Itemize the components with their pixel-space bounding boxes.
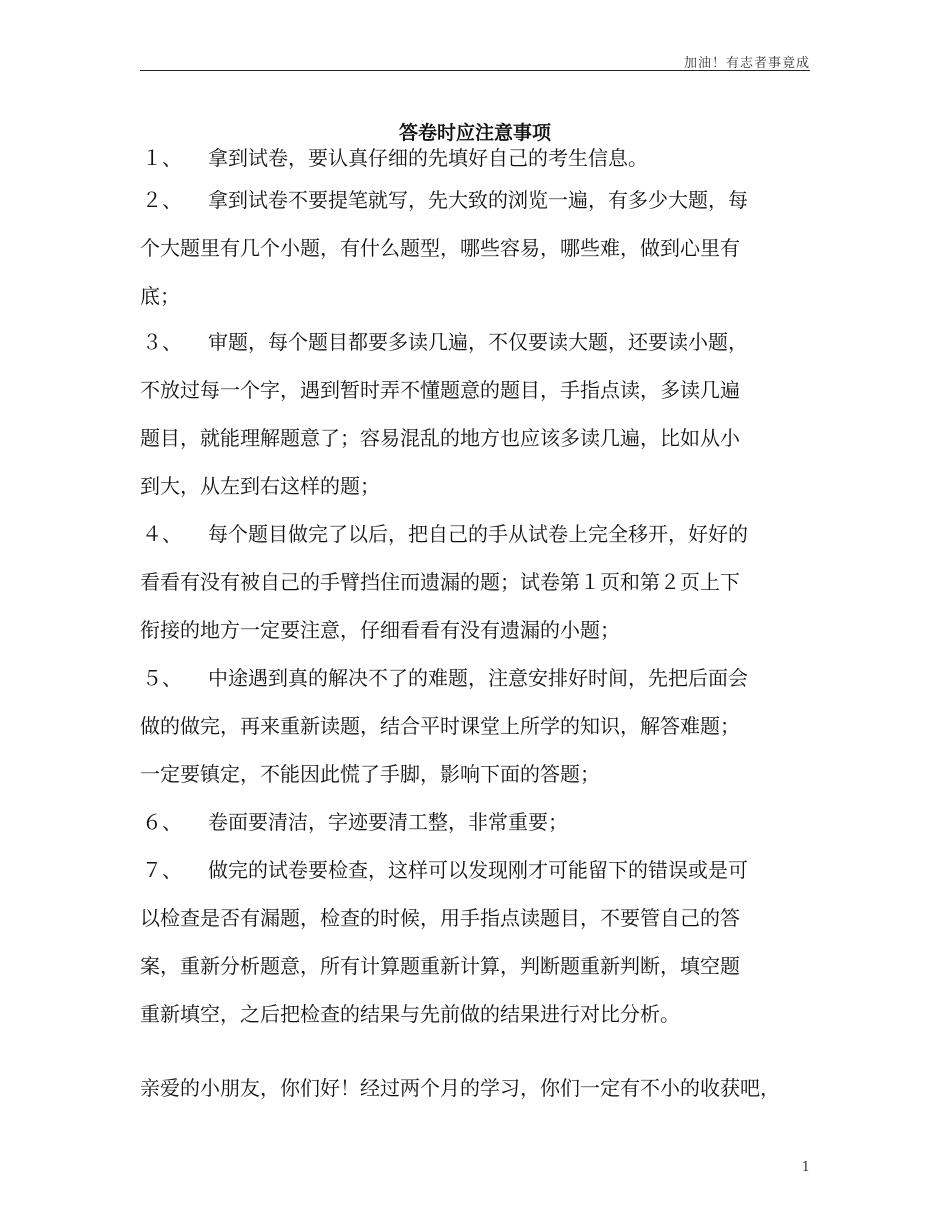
list-item bbox=[140, 188, 820, 212]
item-text: 案，重新分析题意，所有计算题重新计算，判断题重新判断，填空题 bbox=[140, 954, 740, 978]
item-text: 底； bbox=[140, 284, 180, 308]
list-item-continuation bbox=[140, 906, 820, 930]
document-title: 答卷时应注意事项 bbox=[398, 122, 551, 144]
list-item bbox=[140, 666, 820, 690]
header-rule bbox=[140, 70, 810, 71]
item-text: 做完的试卷要检查，这样可以发现刚才可能留下的错误或是可 bbox=[208, 858, 748, 882]
item-text: 一定要镇定，不能因此慌了手脚，影响下面的答题； bbox=[140, 762, 600, 786]
page-header-text: 加油！有志者事竟成 bbox=[683, 56, 810, 71]
item-text: 题目，就能理解题意了；容易混乱的地方也应该多读几遍，比如从小 bbox=[140, 426, 740, 450]
item-text: 拿到试卷不要提笔就写，先大致的浏览一遍，有多少大题，每 bbox=[208, 188, 748, 212]
list-item bbox=[140, 858, 820, 882]
list-item-continuation bbox=[140, 378, 820, 402]
closing-line: 亲爱的小朋友，你们好！经过两个月的学习，你们一定有不小的收获吧， bbox=[140, 1076, 780, 1100]
item-text: 以检查是否有漏题，检查的时候，用手指点读题目，不要管自己的答 bbox=[140, 906, 740, 930]
item-text: 卷面要清洁，字迹要清工整，非常重要； bbox=[208, 810, 568, 834]
item-text: 衔接的地方一定要注意，仔细看看有没有遗漏的小题； bbox=[140, 618, 620, 642]
item-text: 拿到试卷，要认真仔细的先填好自己的考生信息。 bbox=[208, 146, 648, 170]
list-item-continuation bbox=[140, 1002, 820, 1026]
list-item-continuation bbox=[140, 954, 820, 978]
item-text: 每个题目做完了以后，把自己的手从试卷上完全移开，好好的 bbox=[208, 522, 748, 546]
list-item-continuation bbox=[140, 570, 820, 594]
list-item-continuation bbox=[140, 714, 820, 738]
item-number: ４、 bbox=[142, 522, 182, 546]
item-text: 不放过每一个字，遇到暂时弄不懂题意的题目，手指点读，多读几遍 bbox=[140, 378, 740, 402]
list-item bbox=[140, 146, 820, 170]
item-text: 看看有没有被自己的手臂挡住而遗漏的题；试卷第１页和第２页上下 bbox=[140, 570, 740, 594]
item-number: ５、 bbox=[142, 666, 182, 690]
item-text: 重新填空，之后把检查的结果与先前做的结果进行对比分析。 bbox=[140, 1002, 680, 1026]
list-item bbox=[140, 330, 820, 354]
list-item-continuation bbox=[140, 618, 820, 642]
item-text: 个大题里有几个小题，有什么题型，哪些容易，哪些难，做到心里有 bbox=[140, 236, 740, 260]
list-item-continuation bbox=[140, 284, 820, 308]
item-number: １、 bbox=[142, 146, 182, 170]
list-item-continuation bbox=[140, 236, 820, 260]
list-item-continuation bbox=[140, 426, 820, 450]
item-text: 到大，从左到右这样的题； bbox=[140, 474, 380, 498]
item-number: ２、 bbox=[142, 188, 182, 212]
page-number: 1 bbox=[801, 1160, 810, 1175]
list-item-continuation bbox=[140, 762, 820, 786]
list-item bbox=[140, 522, 820, 546]
list-item bbox=[140, 810, 820, 834]
item-text: 做的做完，再来重新读题，结合平时课堂上所学的知识，解答难题； bbox=[140, 714, 740, 738]
item-number: ６、 bbox=[142, 810, 182, 834]
item-text: 审题，每个题目都要多读几遍，不仅要读大题，还要读小题， bbox=[208, 330, 748, 354]
item-number: ３、 bbox=[142, 330, 182, 354]
item-text: 中途遇到真的解决不了的难题，注意安排好时间，先把后面会 bbox=[208, 666, 748, 690]
item-number: ７、 bbox=[142, 858, 182, 882]
list-item-continuation bbox=[140, 474, 820, 498]
